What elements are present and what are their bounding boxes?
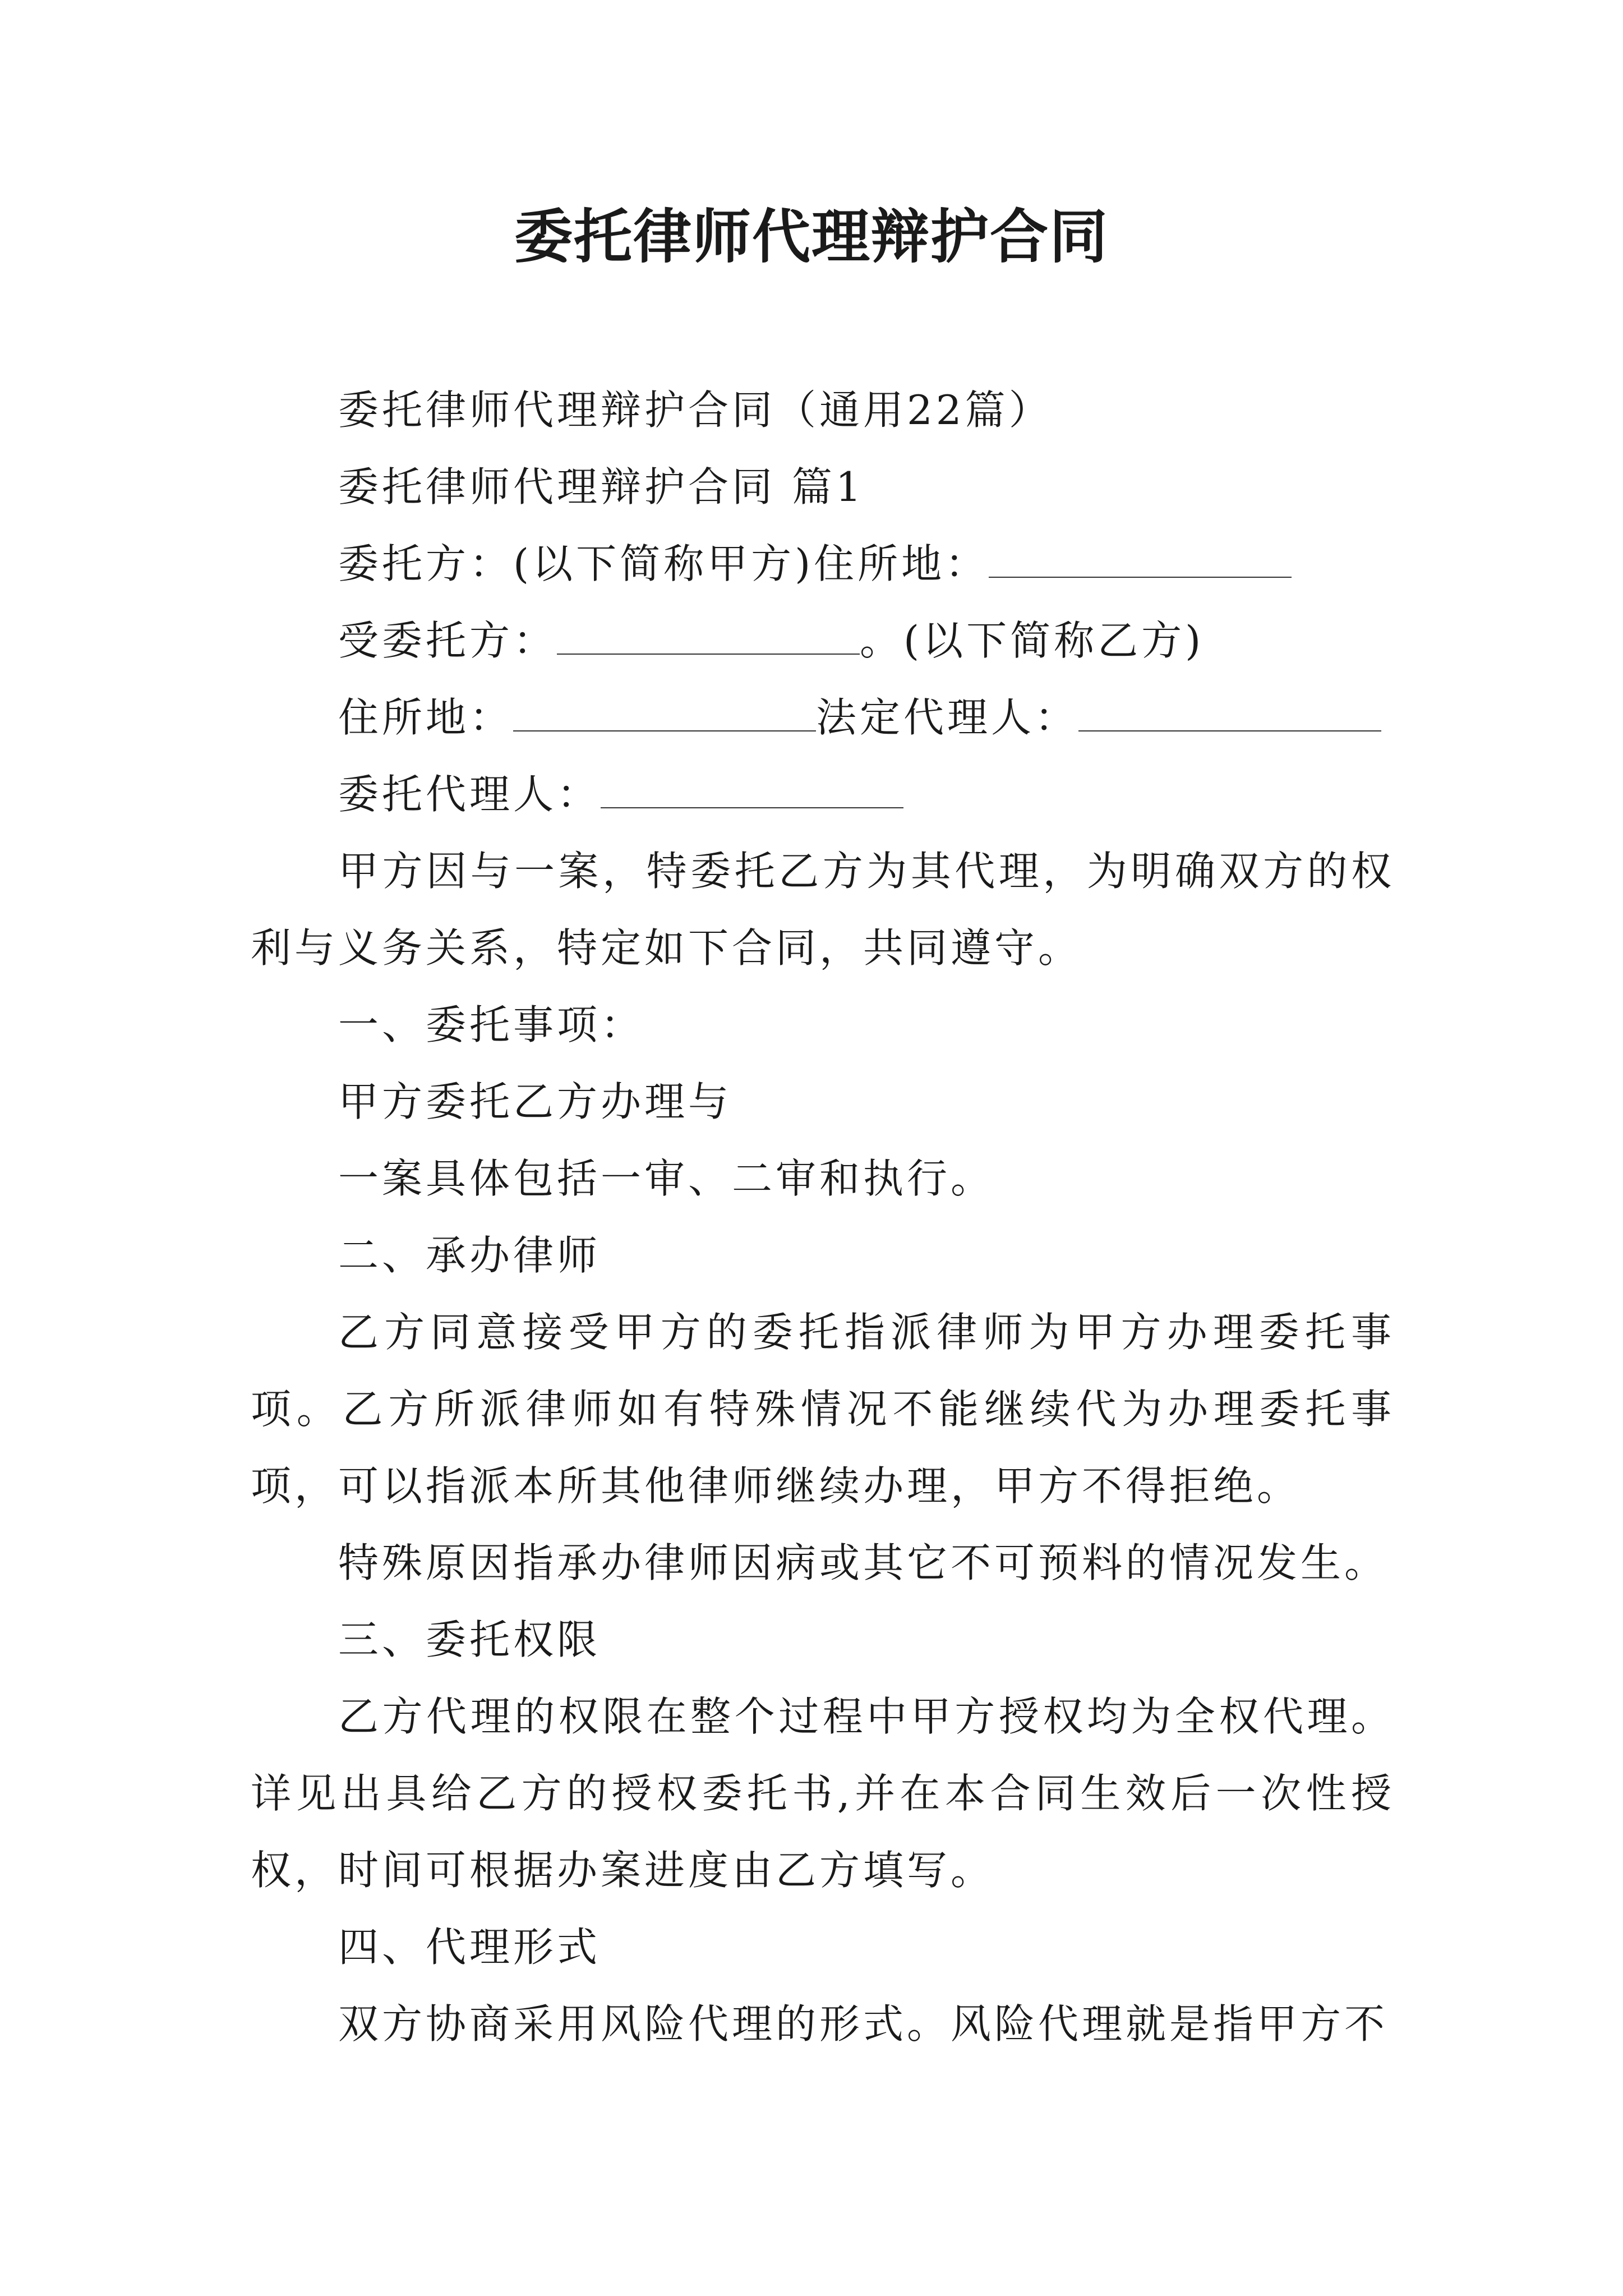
agent-field-line [251, 756, 1395, 833]
client-field-line [251, 526, 1395, 602]
trustee-blank [557, 620, 860, 655]
address-field-line [251, 679, 1395, 756]
address-blank [513, 697, 816, 731]
address-label: 住所地： [338, 694, 514, 741]
trustee-suffix: 。(以下简称乙方) [860, 617, 1205, 664]
body-paragraph: 双方协商采用风险代理的形式。风险代理就是指甲方不 [338, 2000, 1389, 2047]
body-paragraph: 乙方代理的权限在整个过程中甲方授权均为全权代理。详见出具给乙方的授权委托书,并在本合同生效后一次性授权，时间可根据办案进度由乙方填写。 [251, 1693, 1395, 1894]
body-paragraph: 乙方同意接受甲方的委托指派律师为甲方办理委托事项。乙方所派律师如有特殊情况不能继续代为办理委托事项，可以指派本所其他律师继续办理，甲方不得拒绝。 [251, 1309, 1395, 1510]
body-paragraph: 特殊原因指承办律师因病或其它不可预料的情况发生。 [338, 1539, 1389, 1586]
document-title: 委托律师代理辩护合同 [514, 202, 1109, 271]
document-body [251, 372, 1395, 2063]
client-address-blank [989, 543, 1292, 578]
section-heading: 委托律师代理辩护合同 篇1 [338, 463, 865, 510]
subtitle-paragraph: 委托律师代理辩护合同（通用22篇） [338, 386, 1053, 434]
trustee-label: 受委托方： [338, 617, 557, 664]
trustee-field-line [251, 602, 1395, 679]
body-paragraph: 甲方委托乙方办理与 [338, 1078, 732, 1125]
client-label: 委托方：(以下简称甲方)住所地： [338, 540, 989, 587]
section-heading: 四、代理形式 [338, 1924, 601, 1971]
body-paragraph: 一案具体包括一审、二审和执行。 [338, 1155, 995, 1202]
agent-blank [601, 774, 903, 808]
section-heading: 三、委托权限 [338, 1616, 601, 1663]
section-heading: 二、承办律师 [338, 1232, 601, 1279]
legal-rep-label: 法定代理人： [816, 694, 1079, 741]
section-heading: 一、委托事项： [338, 1001, 645, 1048]
legal-rep-blank [1078, 697, 1381, 731]
agent-label: 委托代理人： [338, 771, 601, 818]
body-paragraph: 甲方因与一案，特委托乙方为其代理，为明确双方的权利与义务关系，特定如下合同，共同遵守。 [251, 848, 1395, 972]
